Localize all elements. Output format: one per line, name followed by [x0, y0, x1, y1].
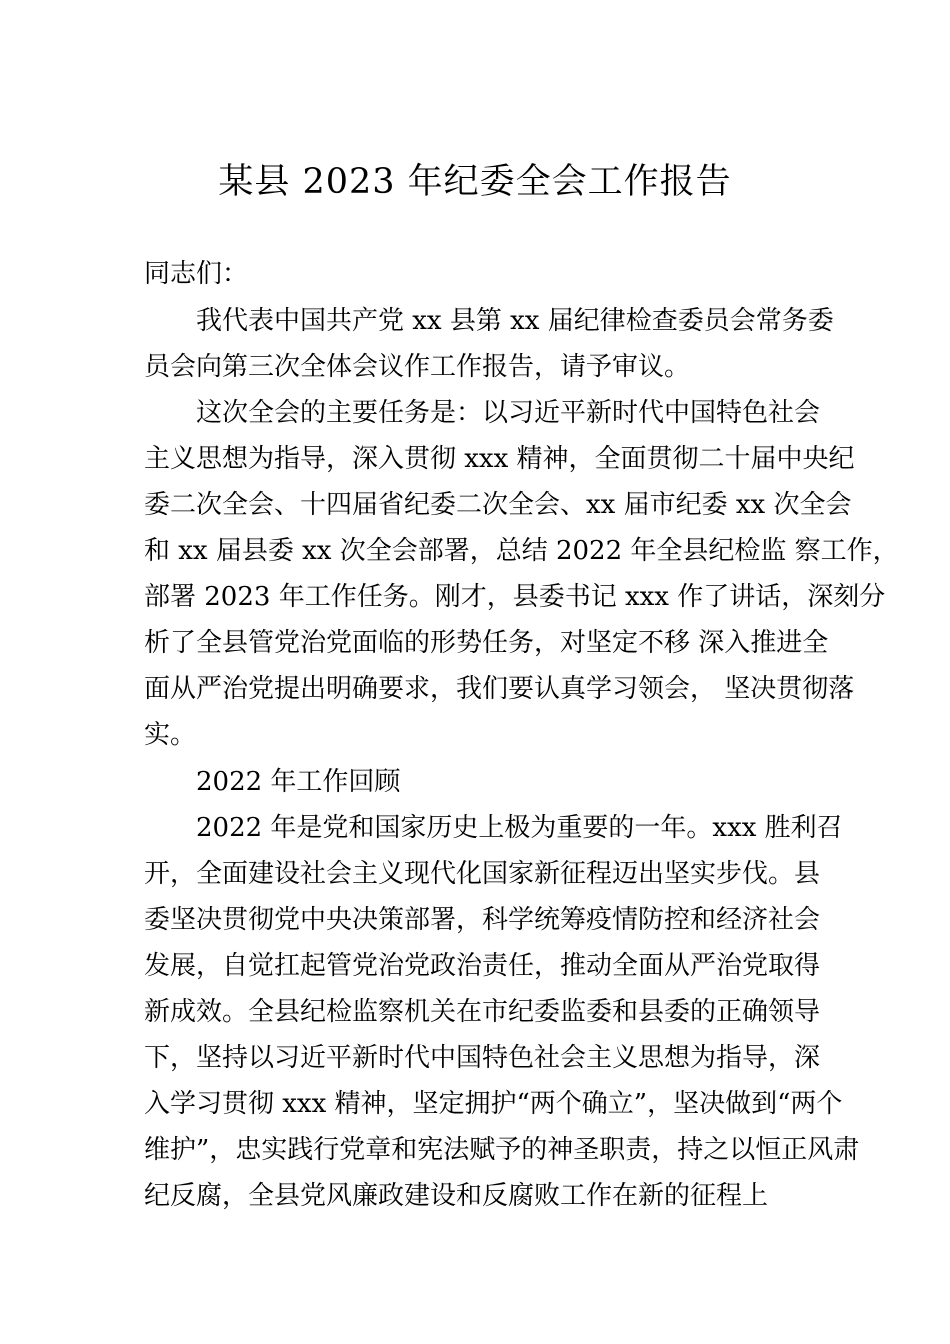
paragraph-line: 纪反腐，全县党风廉政建设和反腐败工作在新的征程上: [144, 1181, 769, 1211]
paragraph-line: 开，全面建设社会主义现代化国家新征程迈出坚实步伐。县: [144, 859, 821, 889]
paragraph-line: 主义思想为指导，深入贯彻 xxx 精神，全面贯彻二十届中央纪: [144, 444, 855, 474]
salutation-line: 同志们：: [144, 259, 249, 289]
paragraph-line: 这次全会的主要任务是：以习近平新时代中国特色社会: [196, 398, 821, 428]
paragraph-line: 员会向第三次全体会议作工作报告，请予审议。: [144, 352, 691, 382]
paragraph-line: 委二次全会、十四届省纪委二次全会、xx 届市纪委 xx 次全会: [144, 490, 852, 520]
paragraph-line: 新成效。全县纪检监察机关在市纪委监委和县委的正确领导: [144, 997, 821, 1027]
document-title: 某县 2023 年纪委全会工作报告: [218, 162, 732, 202]
paragraph-line: 维护”，忠实践行党章和宪法赋予的神圣职责，持之以恒正风肃: [144, 1135, 860, 1165]
section-heading: 2022 年工作回顾: [196, 767, 401, 797]
paragraph-line: 发展，自觉扛起管党治党政治责任，推动全面从严治党取得: [144, 951, 821, 981]
paragraph-line: 我代表中国共产党 xx 县第 xx 届纪律检查委员会常务委: [196, 306, 834, 336]
paragraph-line: 面从严治党提出明确要求，我们要认真学习领会， 坚决贯彻落: [144, 674, 855, 704]
paragraph-line: 析了全县管党治党面临的形势任务，对坚定不移 深入推进全: [144, 628, 829, 658]
paragraph-line: 实。: [144, 720, 197, 750]
paragraph-line: 入学习贯彻 xxx 精神，坚定拥护“两个确立”，坚决做到“两个: [144, 1089, 843, 1119]
paragraph-line: 2022 年是党和国家历史上极为重要的一年。xxx 胜利召: [196, 813, 843, 843]
paragraph-line: 部署 2023 年工作任务。刚才，县委书记 xxx 作了讲话，深刻分: [144, 582, 886, 612]
paragraph-line: 下，坚持以习近平新时代中国特色社会主义思想为指导，深: [144, 1043, 821, 1073]
paragraph-line: 和 xx 届县委 xx 次全会部署，总结 2022 年全县纪检监 察工作，: [144, 536, 899, 566]
paragraph-line: 委坚决贯彻党中央决策部署，科学统筹疫情防控和经济社会: [144, 905, 821, 935]
